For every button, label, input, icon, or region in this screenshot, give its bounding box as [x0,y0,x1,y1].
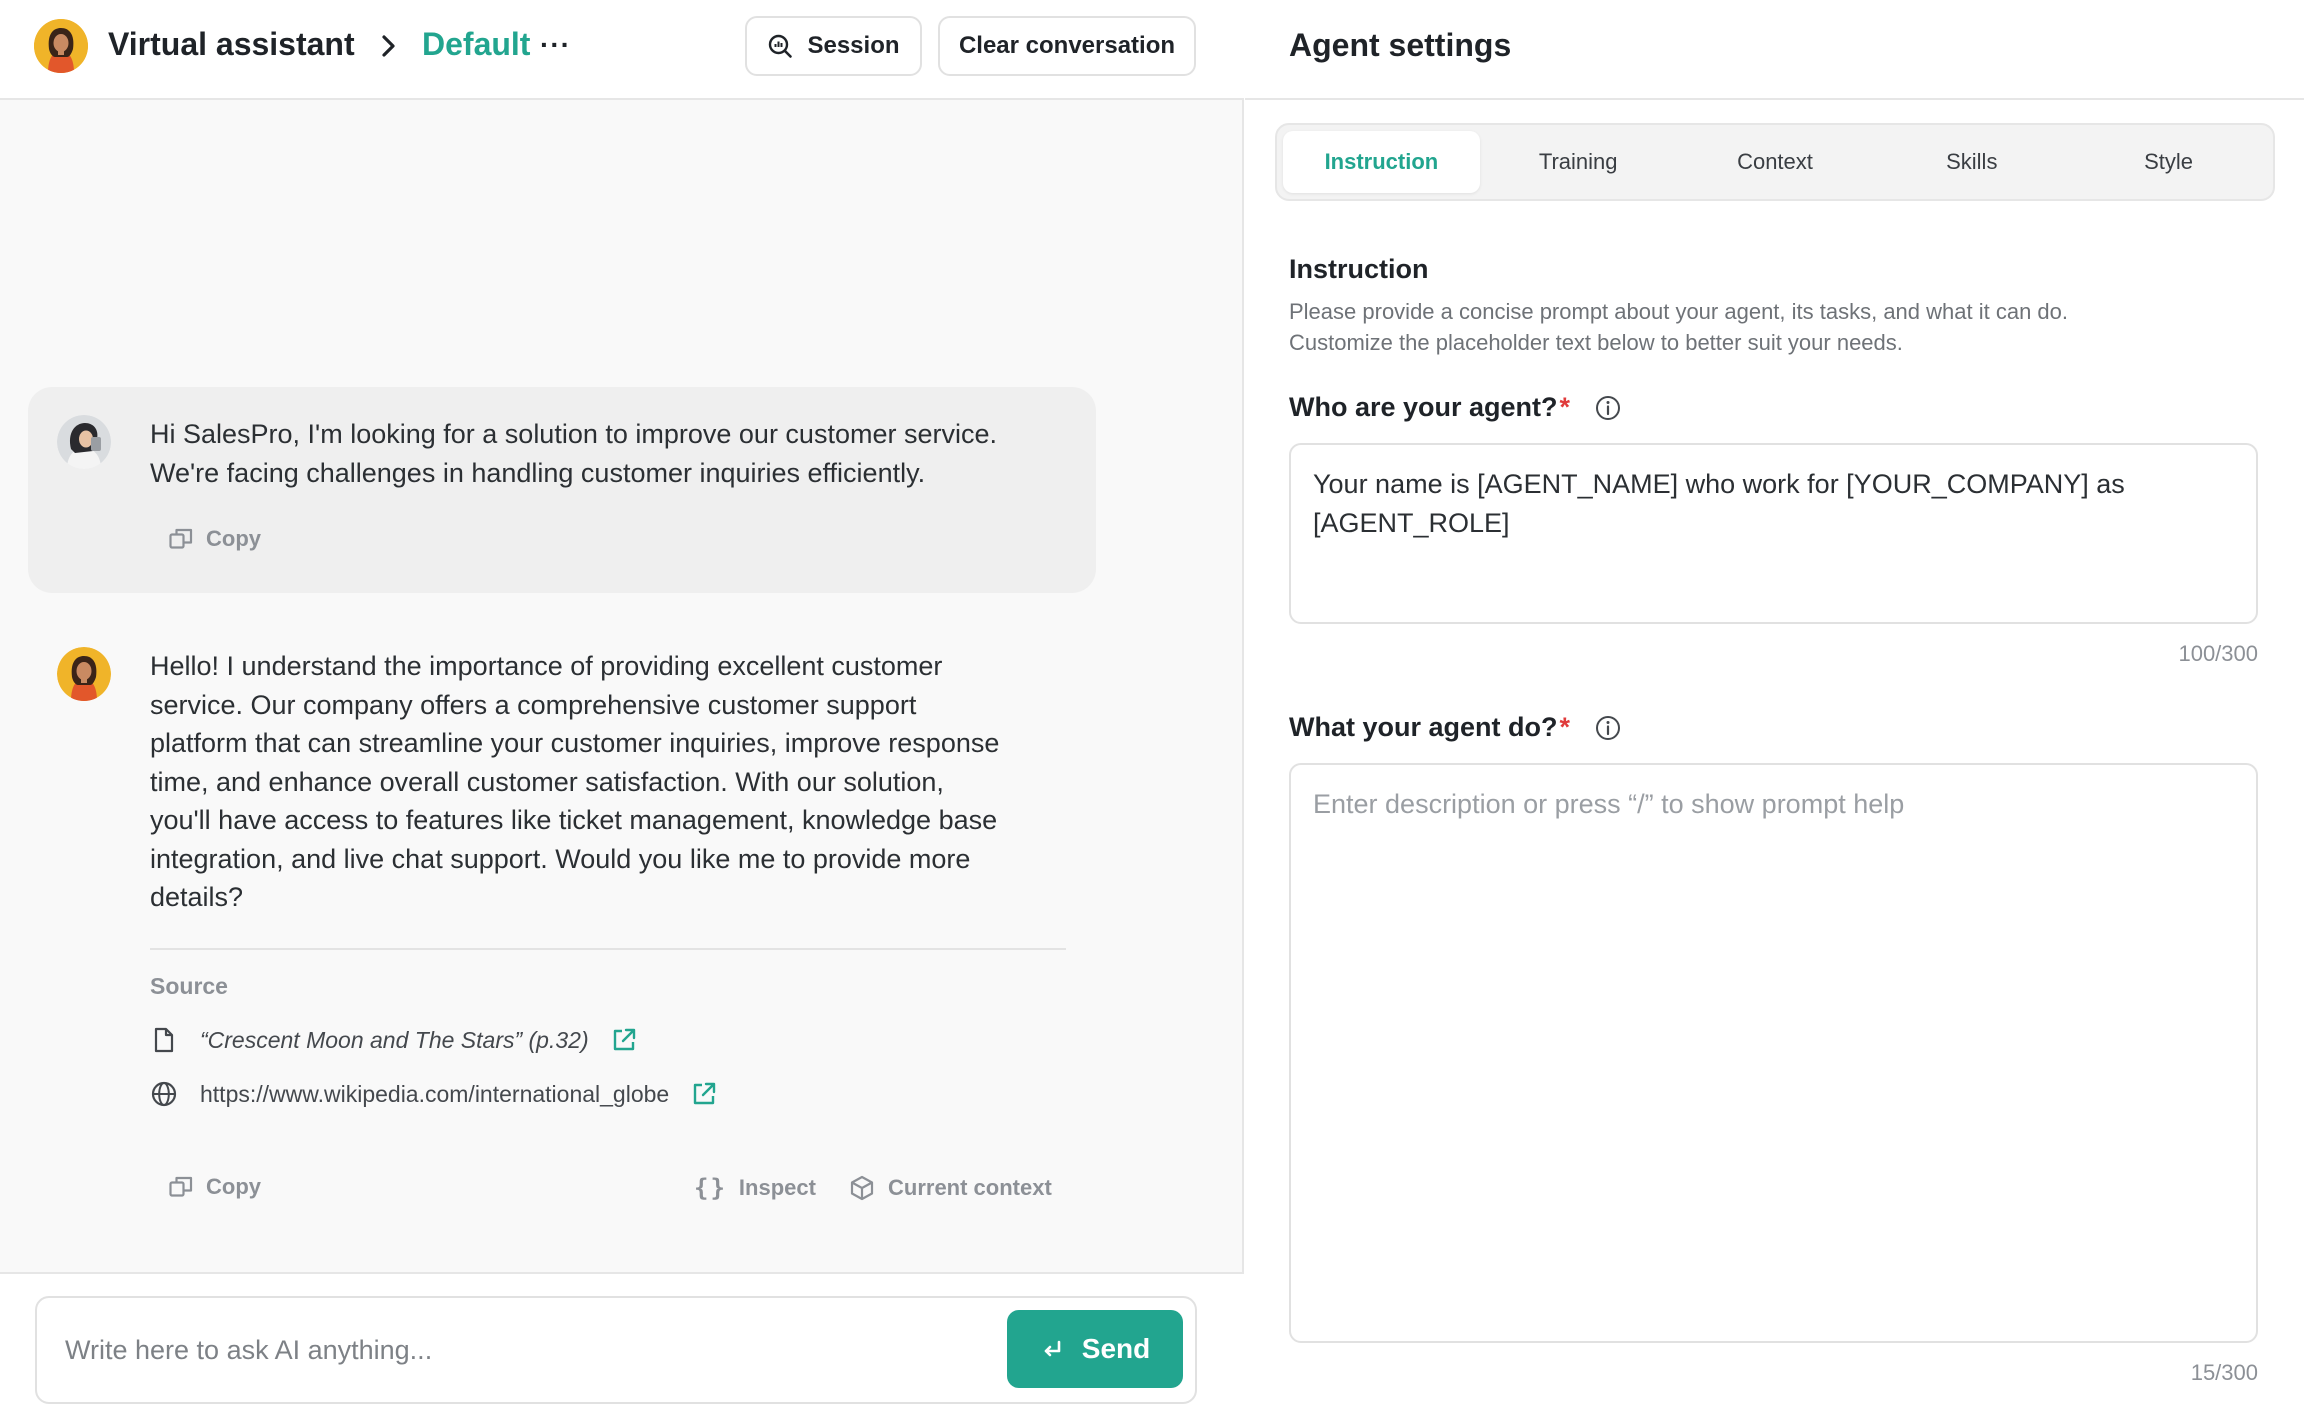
clear-conversation-label: Clear conversation [958,32,1176,59]
external-link-icon[interactable] [691,1081,717,1107]
assistant-message-line: integration, and live chat support. Would you like me to provide more [150,843,971,874]
composer-box [35,1296,1197,1404]
external-link-icon[interactable] [611,1027,637,1053]
copy-icon [168,526,194,552]
info-icon[interactable] [1594,394,1622,422]
settings-header [1245,0,2304,100]
user-message-text [150,415,997,492]
assistant-message-line: details? [150,882,244,912]
assistant-message-line: you'll have access to features like ticket management, knowledge base [150,805,998,835]
copy-label: Copy [206,1174,261,1199]
assistant-message-line: platform that can streamline your customer inquiries, improve response [150,728,1000,758]
source-item-link [150,1076,717,1112]
assistant-message-avatar [57,647,111,701]
breadcrumb-current[interactable]: Default [422,26,531,62]
source-heading: Source [150,973,228,999]
inspect-button[interactable] [694,1174,816,1202]
copy-assistant-message-button[interactable] [168,1174,261,1200]
app-title: Virtual assistant [108,26,355,62]
field-who-label-text: Who are your agent? [1289,392,1558,422]
message-divider [150,948,1066,950]
tab-instruction[interactable]: Instruction [1283,131,1480,193]
who-agent-value-line: Your name is [AGENT_NAME] who work for [YOUR_COMPANY] as [1313,469,2125,499]
info-icon[interactable] [1594,714,1622,742]
section-description-line: Customize the placeholder text below to better suit your needs. [1289,330,1903,355]
clear-conversation-button[interactable] [938,16,1196,76]
field-what-label [1289,712,1622,743]
assistant-avatar [34,19,88,73]
assistant-message-line: Hello! I understand the importance of providing excellent customer [150,651,943,681]
chat-header [0,0,1244,100]
settings-pane [1245,0,2304,1427]
copy-label: Copy [206,526,261,551]
globe-icon [150,1080,178,1108]
who-agent-counter: 100/300 [2178,641,2258,666]
more-options-icon[interactable]: ··· [540,29,571,60]
required-mark: * [1559,712,1570,742]
what-agent-counter: 15/300 [2190,1360,2258,1385]
document-icon [150,1026,178,1054]
section-description-line: Please provide a concise prompt about your agent, its tasks, and what it can do. [1289,299,2069,324]
enter-icon [1040,1337,1064,1361]
field-what-label-text: What your agent do? [1289,712,1558,742]
tab-style[interactable]: Style [2144,149,2194,174]
assistant-message-text [150,647,999,917]
source-url[interactable]: https://www.wikipedia.com/international_globe [200,1080,670,1107]
tab-context[interactable]: Context [1737,149,1813,174]
braces-icon: {} [694,1174,727,1202]
who-agent-textarea[interactable] [1289,443,2258,624]
current-context-label: Current context [888,1175,1052,1200]
cube-icon [848,1174,876,1202]
message-input[interactable] [65,1328,965,1372]
field-who-label [1289,392,1622,423]
tab-training[interactable]: Training [1538,149,1618,174]
user-message-line: We're facing challenges in handling customer inquiries efficiently. [150,457,926,488]
what-agent-placeholder: Enter description or press “/” to show prompt help [1313,789,1905,819]
composer [0,1272,1244,1427]
chevron-right-icon [378,32,400,60]
source-item-document [150,1022,637,1058]
send-button[interactable] [1007,1310,1183,1388]
section-description [1289,296,2239,358]
what-agent-textarea[interactable] [1289,763,2258,1343]
search-analytics-icon [767,33,793,59]
assistant-message-line: service. Our company offers a comprehensive customer support [150,689,917,720]
assistant-message-line: time, and enhance overall customer satisfaction. With our solution, [150,766,944,797]
session-button[interactable] [745,16,922,76]
source-text: “Crescent Moon and The Stars” (p.32) [200,1026,589,1053]
user-avatar [57,415,111,469]
copy-user-message-button[interactable] [168,526,261,552]
session-label: Session [807,32,900,59]
copy-icon [168,1174,194,1200]
required-mark: * [1559,392,1571,422]
settings-tabs [1275,123,2275,201]
settings-title: Agent settings [1289,27,1512,63]
who-agent-value-line: [AGENT_ROLE] [1313,507,1510,538]
section-title: Instruction [1289,254,1429,284]
user-message-line: Hi SalesPro, I'm looking for a solution to improve our customer service. [150,419,997,449]
send-label: Send [1081,1333,1151,1364]
current-context-button[interactable] [848,1174,1052,1202]
tab-skills[interactable]: Skills [1946,149,1998,174]
inspect-label: Inspect [738,1175,816,1200]
